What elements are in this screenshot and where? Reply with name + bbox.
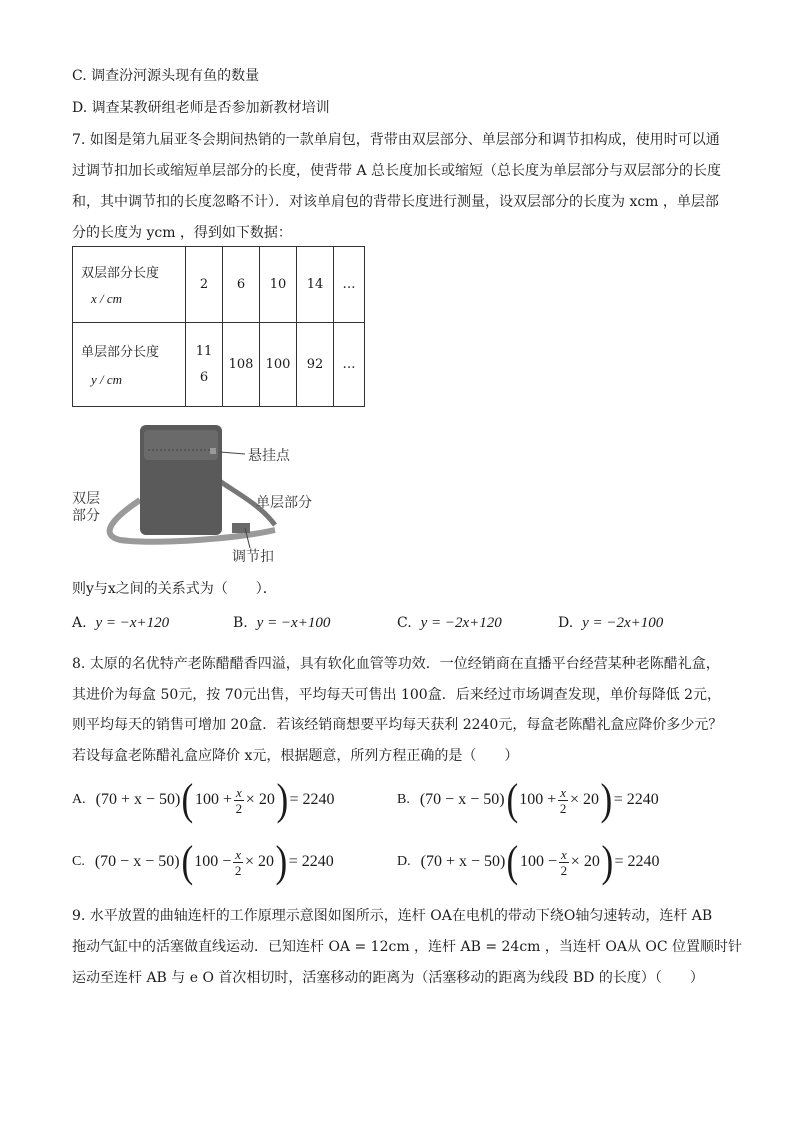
option-c-q6: C. 调查汾河源头现有鱼的数量	[72, 68, 260, 84]
option-left-factor: (70 − x − 50)	[419, 791, 505, 808]
fraction	[559, 847, 569, 878]
q7-text-line3: 和，其中调节扣的长度忽略不计）．对该单肩包的背带长度进行测量，设双层部分的长度为 xcm ，单层部	[72, 194, 719, 210]
q8-text-line2: 其进价为每盒 50元，按 70元出售，平均每天可售出 100盒．后来经过市场调查发现，单价每降低 2元，	[72, 687, 722, 703]
table-cell: …	[334, 247, 365, 323]
option-rhs: = 2240	[613, 791, 659, 808]
q7-option-c	[397, 615, 502, 632]
row-header-unit: x / cm	[91, 291, 123, 306]
option-label: B.	[233, 615, 248, 631]
table-cell: 11 6	[186, 323, 223, 407]
q8-text-line4: 若设每盒老陈醋礼盒应降价 x元，根据题意，所列方程正确的是（ ）	[72, 748, 519, 764]
big-right-paren: )	[601, 837, 614, 886]
option-rhs: = 2240	[289, 791, 335, 808]
option-inner-1: 100 +	[194, 791, 233, 808]
table-row-header	[73, 247, 186, 323]
frac-denominator: 2	[559, 800, 567, 816]
table-cell: 6	[223, 247, 260, 323]
big-right-paren: )	[600, 775, 613, 824]
big-left-paren: (	[181, 775, 194, 824]
option-label: B.	[397, 792, 410, 807]
q7-text-line2: 过调节扣加长或缩短单层部分的长度，使背带 A 总长度加长或缩短（总长度为单层部分与双层部分的长度	[72, 163, 722, 179]
row-header-unit: y / cm	[91, 372, 123, 387]
frac-denominator: 2	[560, 862, 568, 878]
frac-numerator: x	[561, 846, 567, 862]
option-inner-2: × 20	[570, 791, 600, 808]
option-label: D.	[558, 615, 574, 631]
hang-point-label: 悬挂点	[248, 448, 290, 464]
q7-option-d	[558, 615, 663, 632]
table-cell: …	[334, 323, 365, 407]
big-right-paren: )	[276, 775, 289, 824]
row-header-label: 单层部分长度	[81, 345, 160, 360]
option-rhs: = 2240	[614, 853, 660, 870]
big-left-paren: (	[506, 775, 518, 824]
double-layer-label-2: 部分	[72, 508, 100, 524]
option-inner-2: × 20	[245, 853, 275, 870]
option-inner-1: 100 −	[519, 853, 558, 870]
q9-text-line1: 9. 水平放置的曲轴连杆的工作原理示意图如图所示，连杆 OA在电机的带动下绕O轴匀速转动，连杆 AB	[72, 908, 713, 924]
option-rhs: = 2240	[288, 853, 334, 870]
option-inner-2: × 20	[245, 791, 275, 808]
frac-denominator: 2	[235, 800, 243, 816]
option-label: A.	[72, 615, 87, 631]
q8-option-a	[72, 775, 335, 824]
option-left-factor: (70 + x − 50)	[420, 853, 506, 870]
frac-denominator: 2	[234, 862, 242, 878]
option-left-factor: (70 − x − 50)	[94, 853, 180, 870]
table-cell: 92	[297, 323, 334, 407]
table-row-header	[73, 323, 186, 407]
q7-option-b	[233, 615, 330, 632]
q8-option-d	[397, 837, 660, 886]
buckle-label: 调节扣	[232, 549, 274, 565]
fraction	[234, 785, 244, 816]
row-header-label: 双层部分长度	[81, 266, 160, 281]
option-equation: y = −x+120	[95, 615, 170, 631]
table-cell: 14	[297, 247, 334, 323]
q7-text-line4: 分的长度为 ycm ，得到如下数据：	[72, 225, 292, 241]
option-d-q6: D. 调查某教研组老师是否参加新教材培训	[72, 100, 330, 116]
frac-numerator: x	[236, 784, 242, 800]
q8-text-line3: 则平均每天的销售可增加 20盒．若该经销商想要平均每天获利 2240元，每盒老陈醋礼盒应降价多少元？	[72, 717, 723, 733]
frac-numerator: x	[560, 784, 567, 800]
frac-numerator: x	[235, 846, 242, 862]
q7-ask: 则y与x之间的关系式为（ ）．	[72, 581, 277, 597]
table-cell: 2	[186, 247, 223, 323]
option-equation: y = −2x+120	[420, 615, 502, 631]
q8-option-b	[397, 775, 659, 824]
option-label: C.	[397, 615, 412, 631]
option-equation: y = −x+100	[256, 615, 331, 631]
table-row	[73, 247, 365, 323]
fraction	[558, 785, 568, 816]
q9-text-line2: 拖动气缸中的活塞做直线运动．已知连杆 OA = 12cm ，连杆 AB = 24cm ，当连杆 OA从 OC 位置顺时针	[72, 939, 743, 955]
option-inner-1: 100 +	[519, 791, 557, 808]
option-equation: y = −2x+100	[582, 615, 664, 631]
fraction	[233, 847, 243, 878]
big-right-paren: )	[275, 837, 288, 886]
big-left-paren: (	[506, 837, 519, 886]
table-cell: 100	[260, 323, 297, 407]
option-left-factor: (70 + x − 50)	[95, 791, 181, 808]
option-inner-1: 100 −	[194, 853, 232, 870]
option-label: D.	[397, 854, 411, 869]
single-layer-label: 单层部分	[256, 495, 312, 511]
option-label: C.	[72, 854, 85, 869]
q7-option-a	[72, 615, 169, 632]
table-cell: 10	[260, 247, 297, 323]
q8-text-line1: 8. 太原的名优特产老陈醋醋香四溢，具有软化血管等功效．一位经销商在直播平台经营某种老陈醋礼盒，	[72, 656, 720, 672]
q8-option-c	[72, 837, 334, 886]
q9-text-line3: 运动至连杆 AB 与 e O 首次相切时，活塞移动的距离为（活塞移动的距离为线段 BD 的长度）（ ）	[72, 970, 704, 986]
option-inner-2: × 20	[570, 853, 600, 870]
double-layer-label-1: 双层	[72, 491, 100, 507]
table-row	[73, 323, 365, 407]
big-left-paren: (	[181, 837, 193, 886]
option-label: A.	[72, 792, 86, 807]
data-table	[72, 246, 365, 407]
table-cell: 108	[223, 323, 260, 407]
q7-text-line1: 7. 如图是第九届亚冬会期间热销的一款单肩包，背带由双层部分、单层部分和调节扣构成，使用时可以通	[72, 132, 720, 148]
